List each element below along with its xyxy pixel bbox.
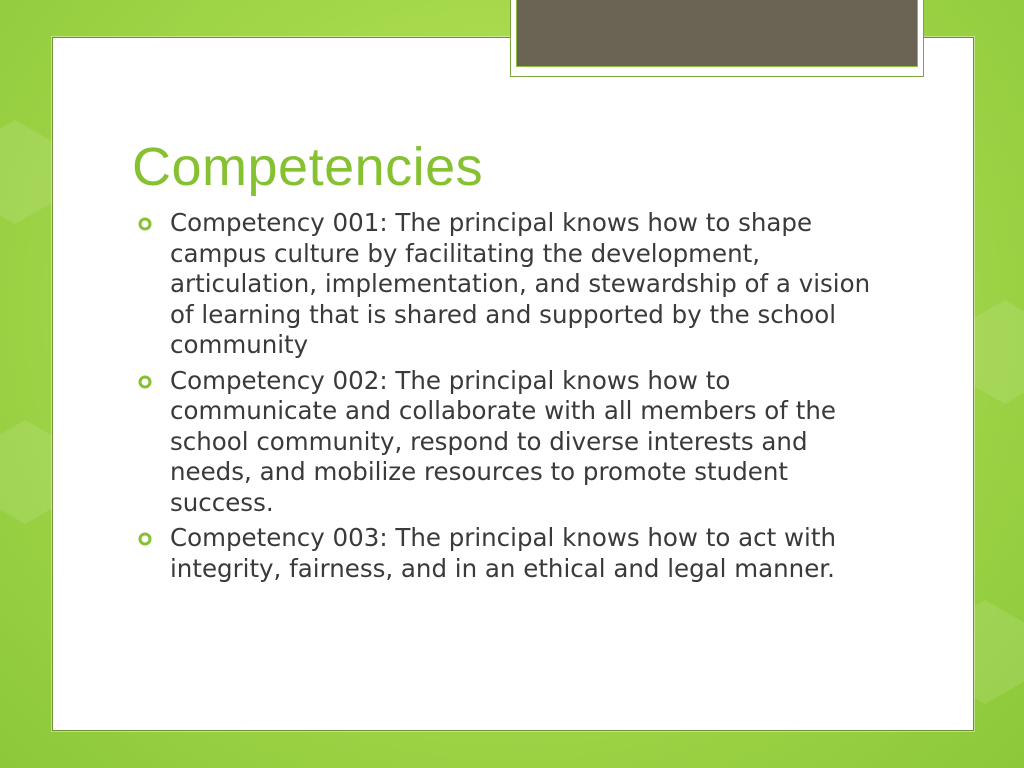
header-tab	[516, 0, 918, 67]
bullet-list	[136, 208, 876, 589]
hollow-circle-bullet-icon	[138, 532, 152, 546]
bullet-item	[136, 523, 876, 584]
bullet-item	[136, 366, 876, 519]
hollow-circle-bullet-icon	[138, 217, 152, 231]
slide-title: Competencies	[132, 137, 484, 197]
hexagon-pattern	[0, 120, 60, 224]
bullet-item	[136, 208, 876, 361]
bullet-text: Competency 002: The principal knows how to communicate and collaborate with all members of the school community, respond to diverse interests and needs, and mobilize resources to promote student success.	[170, 365, 836, 517]
bullet-text: Competency 001: The principal knows how to shape campus culture by facilitating the development, articulation, implementation, and stewardship of a vision of learning that is shared and supported by the school community	[170, 208, 871, 359]
bullet-text: Competency 003: The principal knows how to act with integrity, fairness, and in an ethical and legal manner.	[170, 523, 836, 583]
hollow-circle-bullet-icon	[138, 375, 152, 389]
